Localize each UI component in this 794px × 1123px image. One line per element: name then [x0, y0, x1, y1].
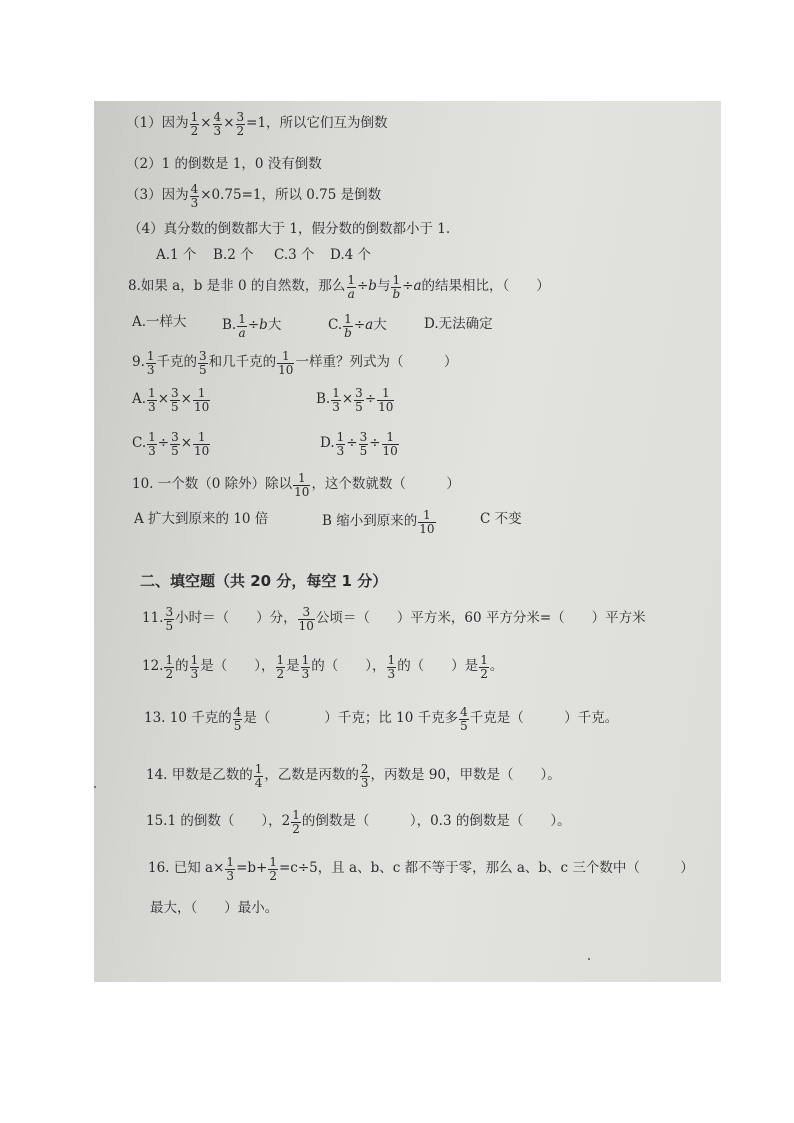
- fraction: 1 10: [419, 508, 435, 536]
- fraction: 2 3: [360, 762, 369, 790]
- fraction: 1 10: [294, 471, 310, 499]
- text: 16. 已知 a×: [148, 860, 225, 877]
- text: 千克的: [156, 354, 198, 371]
- text: 是（ ），: [200, 658, 275, 675]
- exam-photo: [94, 101, 721, 982]
- text: 10. 一个数（0 除外）除以: [132, 476, 293, 493]
- text: 公顷＝（ ）平方米，60 平方分米=（ ）平方米: [315, 610, 646, 627]
- choice-d: D.4 个: [330, 247, 372, 263]
- option-4: （4）真分数的倒数都大于 1，假分数的倒数都小于 1.: [128, 221, 451, 237]
- text: C.: [132, 435, 147, 452]
- text: （1）因为: [126, 115, 189, 132]
- question-14: [146, 763, 561, 789]
- text: 千克是（ ）千克。: [469, 710, 619, 727]
- text: 与: [376, 278, 391, 295]
- question-10: [132, 472, 460, 498]
- q9-choice-b: B. 1 3 × 3 5 ÷ 1 10: [316, 386, 394, 414]
- fraction: 3 5: [171, 430, 179, 458]
- fraction: 1 3: [336, 430, 345, 458]
- fraction: $\frac{1}{a}$: [238, 312, 246, 340]
- text: B.: [316, 391, 331, 408]
- fraction: 1 10: [382, 430, 398, 458]
- fraction: 1 3: [387, 653, 396, 681]
- fraction: 1 10: [378, 386, 394, 414]
- fraction: 1 3: [146, 349, 155, 377]
- text: 的倒数是（ ），0.3 的倒数是（ ）。: [301, 813, 571, 830]
- fraction: 4 5: [460, 705, 468, 733]
- text: ×: [223, 115, 235, 132]
- fraction: 1 3: [190, 653, 199, 681]
- option-1: [126, 111, 388, 137]
- text: 大: [373, 317, 387, 334]
- fraction: 1 3: [148, 430, 156, 458]
- fraction: 3 5: [171, 386, 179, 414]
- question-13: [144, 706, 618, 732]
- text: ÷: [356, 278, 369, 295]
- q9-choice-a: A. 1 3 × 3 5 × 1 10: [132, 386, 210, 414]
- question-8: [128, 274, 550, 300]
- q10-choice-c: C 不变: [480, 511, 522, 527]
- text: D.: [320, 435, 335, 452]
- text: ÷: [247, 317, 260, 334]
- fraction: 3 10: [298, 605, 314, 633]
- fraction: 1 10: [194, 430, 210, 458]
- fraction: 1 2: [480, 653, 488, 681]
- option-3: [126, 183, 381, 209]
- text: ÷: [402, 278, 414, 295]
- text: 是: [286, 658, 300, 675]
- choice-b: B.2 个: [213, 247, 254, 263]
- text: 大: [267, 317, 282, 334]
- fraction: $\frac{1}{2}$: [269, 855, 277, 883]
- fraction: 1 3: [148, 386, 156, 414]
- text: （3）因为: [126, 187, 189, 204]
- fraction: $\frac{4}{3}$: [213, 110, 222, 138]
- text: a: [413, 278, 422, 295]
- text: 14. 甲数是乙数的: [146, 767, 253, 784]
- text: =c÷5，且 a、b、c 都不等于零，那么 a、b、c 三个数中（ ）: [278, 860, 694, 877]
- text: 2: [281, 813, 291, 830]
- section-heading: 二、填空题（共 20 分，每空 1 分）: [140, 572, 388, 590]
- text: 的（ ）是: [397, 658, 479, 675]
- fraction: 3 5: [359, 430, 368, 458]
- fraction: $\frac{3}{2}$: [236, 110, 245, 138]
- fraction: 1 10: [193, 386, 210, 414]
- question-16: [148, 856, 694, 882]
- q10-choice-b: [322, 509, 437, 535]
- text: ，乙数是丙数的: [264, 767, 359, 784]
- q8-choice-b: [222, 313, 281, 339]
- fraction: 1 10: [278, 349, 294, 377]
- q8-choice-d: D.无法确定: [424, 316, 493, 332]
- q9-choice-c: C. 1 3 ÷ 3 5 × 1 10: [132, 430, 210, 458]
- text: 11.: [142, 610, 164, 627]
- text: B.: [222, 317, 237, 334]
- text: ，丙数是 90，甲数是（ ）。: [370, 767, 561, 784]
- speck: [94, 786, 96, 788]
- fraction: 3 5: [355, 386, 363, 414]
- question-9: [132, 350, 457, 376]
- text: 。: [489, 658, 504, 675]
- question-15: [146, 809, 571, 835]
- text: 8.如果 a，b 是非 0 的自然数，那么: [128, 278, 346, 295]
- text: 和几千克的: [208, 354, 277, 371]
- text: A.: [132, 391, 147, 408]
- q9-choice-d: D. 1 3 ÷ 3 5 ÷ 1 10: [320, 430, 398, 458]
- fraction: $\frac{1}{b}$: [344, 312, 352, 340]
- option-2: （2）1 的倒数是 1，0 没有倒数: [126, 156, 322, 172]
- fraction: 1 2: [276, 653, 285, 681]
- text: 一样重？列式为（ ）: [295, 354, 458, 371]
- text: 9.: [132, 354, 145, 371]
- text: C.: [328, 317, 343, 334]
- text: =b+: [236, 860, 268, 877]
- text: ÷: [353, 317, 366, 334]
- text: b: [259, 317, 268, 334]
- text: ×0.75=1，所以 0.75 是倒数: [200, 187, 382, 204]
- text: a: [365, 317, 374, 334]
- question-16-cont: 最大，（ ）最小。: [150, 900, 279, 916]
- fraction: $\frac{1}{b}$: [392, 273, 401, 301]
- question-11: [142, 606, 646, 632]
- fraction: 1 4: [254, 762, 263, 790]
- text: ×: [200, 115, 212, 132]
- fraction: 4 5: [233, 705, 242, 733]
- choice-c: C.3 个: [274, 247, 315, 263]
- fraction: $\frac{4}{3}$: [190, 182, 199, 210]
- text: 的结果相比，（ ）: [421, 278, 550, 295]
- fraction: 3 5: [165, 605, 174, 633]
- text: 的（ ），: [311, 658, 386, 675]
- q8-choice-a: A.一样大: [132, 314, 187, 330]
- text: 12.: [142, 658, 164, 675]
- text: 13. 10 千克的: [144, 710, 232, 727]
- fraction: 1 3: [332, 386, 340, 414]
- speck: [588, 958, 590, 960]
- fraction: 1 3: [301, 653, 310, 681]
- fraction: $\frac{1}{a}$: [347, 273, 355, 301]
- text: 是（ ）千克；比 10 千克多: [243, 710, 459, 727]
- question-12: [142, 654, 503, 680]
- text: b: [368, 278, 377, 295]
- fraction: $\frac{1}{2}$: [190, 110, 199, 138]
- fraction: $\frac{1}{3}$: [226, 855, 235, 883]
- fraction: 3 5: [199, 349, 207, 377]
- text: B 缩小到原来的: [322, 513, 418, 530]
- text: =1，所以它们互为倒数: [246, 115, 388, 132]
- fraction: 1 2: [292, 808, 300, 836]
- choice-a: A.1 个: [156, 247, 197, 263]
- q10-choice-a: A 扩大到原来的 10 倍: [134, 511, 269, 527]
- mixed-number: [282, 809, 302, 835]
- text: ，这个数就数（ ）: [311, 476, 460, 493]
- q8-choice-c: [328, 313, 387, 339]
- fraction: 1 2: [165, 653, 174, 681]
- text: 15.1 的倒数（ ），: [146, 813, 282, 830]
- text: 小时＝（ ）分，: [175, 610, 297, 627]
- text: 的: [175, 658, 189, 675]
